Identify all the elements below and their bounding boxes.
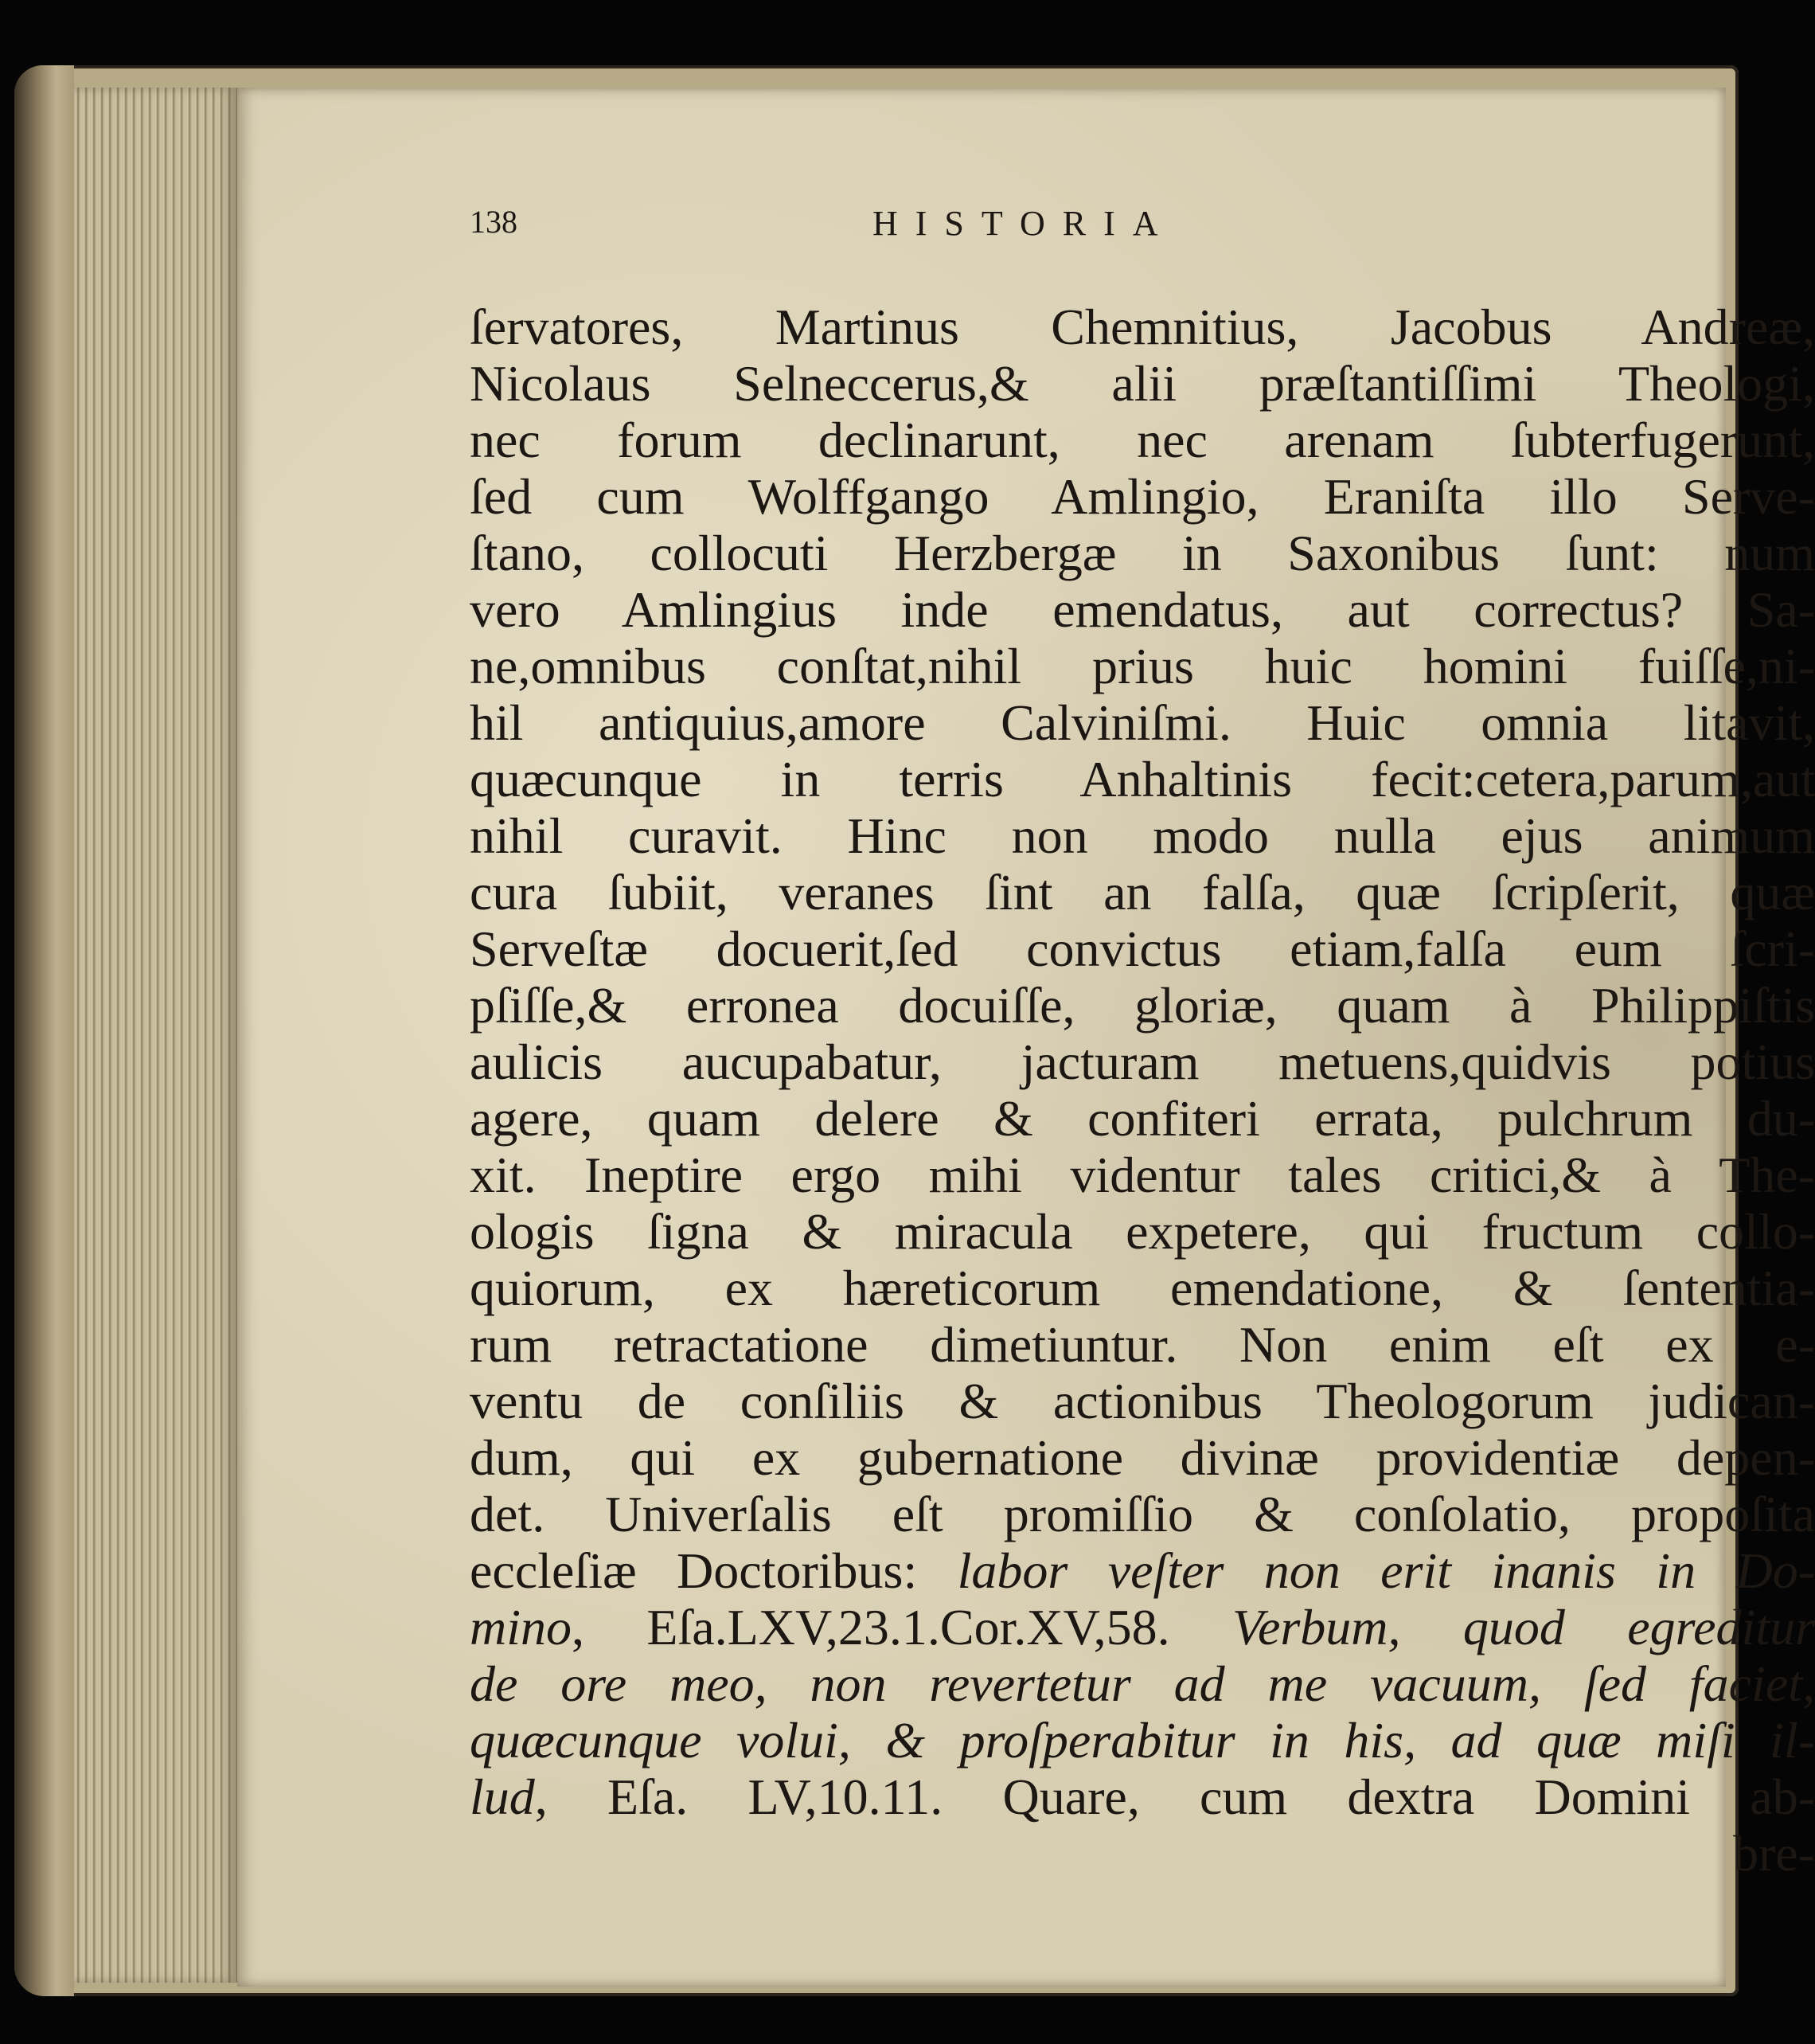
page-text — [470, 203, 1815, 1882]
page-number: 138 — [470, 204, 517, 240]
text-line: det. Univerſalis eſt promiſſio & conſolatio, propoſita — [470, 1486, 1815, 1542]
text-line: ſtano, collocuti Herzbergæ in Saxonibus ſunt: num — [470, 525, 1815, 581]
text-line: cura ſubiit, veranes ſint an falſa, quæ ſcripſerit, quæ — [470, 864, 1815, 920]
catchword: bre- — [1732, 1825, 1815, 1882]
book-cover-edge — [14, 65, 74, 1996]
text-line: ventu de conſiliis & actionibus Theologorum judican- — [470, 1373, 1815, 1429]
text-line: ſed cum Wolffgango Amlingio, Eraniſta illo Serve- — [470, 468, 1815, 525]
text-line: ſervatores, Martinus Chemnitius, Jacobus Andreæ, — [470, 299, 1815, 355]
text-line: quæcunque in terris Anhaltinis fecit:cetera,parum,aut — [470, 751, 1815, 807]
text-line: ne,omnibus conſtat,nihil prius huic homini fuiſſe,ni- — [470, 638, 1815, 694]
text-line: ologis ſigna & miracula expetere, qui fructum collo- — [470, 1203, 1815, 1260]
text-line: Nicolaus Selneccerus,& alii præſtantiſſimi Theologi, — [470, 355, 1815, 412]
running-head: HISTORIA — [872, 204, 1176, 243]
text-line: rum retractatione dimetiuntur. Non enim eſt ex e- — [470, 1316, 1815, 1373]
text-line: pſiſſe,& erronea docuiſſe, gloriæ, quam à Philippiſtis — [470, 977, 1815, 1034]
text-line: de ore meo, non revertetur ad me vacuum, ſed faciet, — [470, 1655, 1815, 1712]
page-header — [470, 203, 1815, 299]
book-page — [237, 88, 1815, 1987]
text-line: dum, qui ex gubernatione divinæ providentiæ depen- — [470, 1429, 1815, 1486]
text-line: agere, quam delere & confiteri errata, pulchrum du- — [470, 1090, 1815, 1147]
text-line: nec forum declinarunt, nec arenam ſubterfugerunt, — [470, 412, 1815, 468]
page-stack-edges — [74, 88, 237, 1983]
text-line: mino, Eſa.LXV,23.1.Cor.XV,58. Verbum, quod egreditur — [470, 1599, 1815, 1655]
text-line: quiorum, ex hæreticorum emendatione, & ſententia- — [470, 1260, 1815, 1316]
text-line: aulicis aucupabatur, jacturam metuens,quidvis potius — [470, 1034, 1815, 1090]
text-line: lud, Eſa. LV,10.11. Quare, cum dextra Domini ab- — [470, 1768, 1815, 1825]
text-line: Serveſtæ docuerit,ſed convictus etiam,falſa eum ſcri- — [470, 920, 1815, 977]
text-line: xit. Ineptire ergo mihi videntur tales critici,& à The- — [470, 1147, 1815, 1203]
text-line: quæcunque volui, & proſperabitur in his, ad quæ miſi il- — [470, 1712, 1815, 1768]
text-line: vero Amlingius inde emendatus, aut correctus? Sa- — [470, 581, 1815, 638]
body-text — [470, 299, 1815, 1882]
text-line: nihil curavit. Hinc non modo nulla ejus animum — [470, 807, 1815, 864]
text-line: hil antiquius,amore Calviniſmi. Huic omnia litavit, — [470, 694, 1815, 751]
text-line: eccleſiæ Doctoribus: labor veſter non erit inanis in Do- — [470, 1542, 1815, 1599]
